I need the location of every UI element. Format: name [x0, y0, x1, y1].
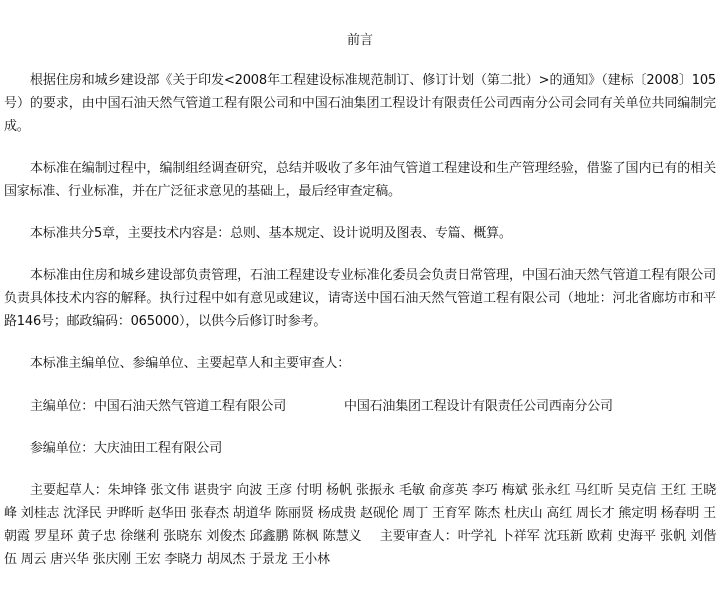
paragraph-drafters-reviewers	[4, 479, 716, 571]
paragraph-compilation-process: 本标准在编制过程中，编制组经调查研究，总结并吸收了多年油气管道工程建设和生产管理经验，借鉴了国内已有的相关国家标准、行业标准，并在广泛征求意见的基础上，最后经审查定稿。	[4, 161, 716, 199]
paragraph-participating-units: 参编单位：大庆油田工程有限公司	[30, 441, 223, 456]
paragraph-chief-units	[4, 395, 716, 418]
reviewers-list: 主要审查人：叶学礼 卜祥军 沈珏新 欧莉 史海平 张帆 刘偕伍 周云 唐兴华 张庆刚 王宏 李晓力 胡凤杰 于景龙 王小林	[4, 529, 716, 567]
paragraph-management: 本标准由住房和城乡建设部负责管理，石油工程建设专业标准化委员会负责日常管理，中国石油天然气管道工程有限公司负责具体技术内容的解释。执行过程中如有意见或建议，请寄送中国石油天然气管道工程有限公司（地址：河北省廊坊市和平路146号；邮政编码：065000），以供今后修订时参考。	[4, 268, 716, 329]
document-title: 前言	[346, 33, 373, 48]
paragraph-contributors-intro: 本标准主编单位、参编单位、主要起草人和主要审查人：	[30, 356, 351, 371]
paragraph-basis: 根据住房和城乡建设部《关于印发<2008年工程建设标准规范制订、修订计划（第二批）>的通知》（建标〔2008〕105号）的要求，由中国石油天然气管道工程有限公司和中国石油集团工程设计有限责任公司西南分公司会同有关单位共同编制完成。	[4, 73, 716, 134]
chief-unit-secondary: 中国石油集团工程设计有限责任公司西南分公司	[344, 399, 613, 414]
chief-unit-primary: 主编单位：中国石油天然气管道工程有限公司	[30, 399, 287, 414]
paragraph-chapters: 本标准共分5章，主要技术内容是：总则、基本规定、设计说明及图表、专篇、概算。	[30, 226, 512, 241]
drafters-list: 主要起草人：朱坤锋 张文伟 谌贵宇 向波 王彦 付明 杨帆 张振永 毛敏 俞彦英 李巧 梅斌 张永红 马红昕 吴克信 王红 王晓峰 刘桂志 沈泽民 尹晔昕 赵华田 张春杰 胡道华 陈丽贤 杨成贵 赵砚伦 周丁 王育军 陈杰 杜庆山 高红 周长才 熊定明 杨春明 王朝霞 罗星环 黄子忠 徐继利 张晓东 刘俊杰 邱鑫鹏 陈枫 陈慧义	[4, 483, 716, 544]
